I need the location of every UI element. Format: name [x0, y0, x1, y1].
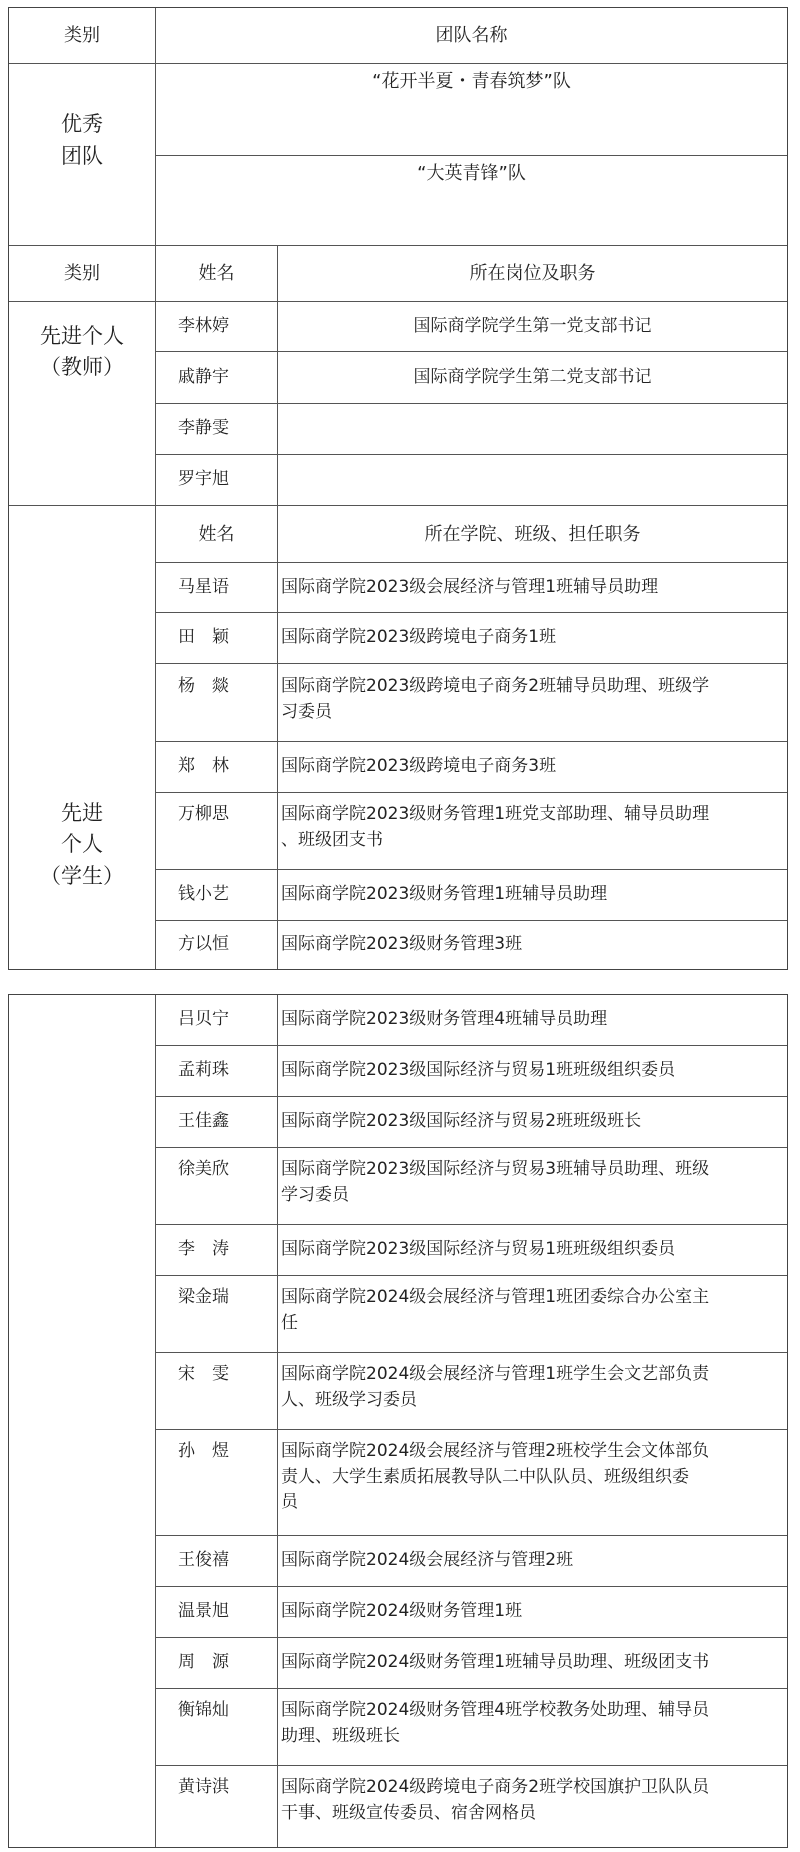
student-position: 国际商学院2023级会展经济与管理1班辅导员助理 — [281, 576, 659, 597]
team-category-header: 类别 — [64, 25, 100, 46]
teacher-position: 国际商学院学生第二党支部书记 — [413, 366, 652, 387]
team-name: “大英青锋”队 — [417, 163, 526, 184]
student-position: 国际商学院2023级财务管理1班党支部助理、辅导员助理 、班级团支书 — [281, 804, 710, 850]
teacher-category-header: 类别 — [64, 263, 100, 284]
student-name: 万柳思 — [178, 804, 229, 824]
student-position: 国际商学院2024级财务管理1班 — [281, 1601, 523, 1622]
row-divider — [155, 1688, 787, 1689]
student-name: 衡锦灿 — [178, 1700, 229, 1720]
student-name: 钱小艺 — [178, 884, 229, 905]
team-category: 优秀 团队 — [61, 112, 103, 168]
student-name: 王俊禧 — [178, 1550, 229, 1571]
teacher-name-header: 姓名 — [198, 263, 235, 284]
teacher-name: 罗宇旭 — [178, 469, 229, 490]
row-divider — [155, 663, 787, 664]
row-divider — [155, 1352, 787, 1353]
team-name-header: 团队名称 — [435, 25, 508, 46]
student-name: 孟莉珠 — [178, 1060, 229, 1081]
student-position: 国际商学院2023级国际经济与贸易3班辅导员助理、班级 学习委员 — [281, 1159, 710, 1205]
student-name: 杨 燚 — [178, 676, 229, 696]
student-category: 先进 个人 （学生） — [40, 800, 124, 888]
row-divider — [155, 1765, 787, 1766]
teacher-position-header: 所在岗位及职务 — [469, 263, 596, 284]
student-position-header: 所在学院、班级、担任职务 — [424, 523, 641, 545]
teacher-category: 先进个人 （教师） — [40, 323, 124, 379]
teacher-name: 李林婷 — [178, 315, 229, 336]
row-divider — [155, 792, 787, 793]
student-name: 周 源 — [178, 1652, 229, 1673]
student-name: 方以恒 — [178, 934, 229, 955]
student-position: 国际商学院2023级跨境电子商务2班辅导员助理、班级学 习委员 — [281, 676, 710, 722]
teacher-name: 戚静宇 — [178, 366, 229, 387]
teacher-name: 李静雯 — [178, 418, 229, 439]
student-position: 国际商学院2024级会展经济与管理2班校学生会文体部负 责人、大学生素质拓展教导队二中队队员、班级组织委 员 — [281, 1441, 710, 1512]
student-position: 国际商学院2024级会展经济与管理1班学生会文艺部负责 人、班级学习委员 — [281, 1364, 710, 1410]
student-position: 国际商学院2023级跨境电子商务1班 — [281, 627, 557, 648]
teacher-position — [278, 455, 787, 505]
teacher-position: 国际商学院学生第一党支部书记 — [413, 315, 652, 336]
row-divider — [155, 1429, 787, 1430]
student-position: 国际商学院2024级会展经济与管理2班 — [281, 1550, 574, 1571]
student-name: 宋 雯 — [178, 1364, 229, 1384]
student-name: 吕贝宁 — [178, 1009, 229, 1030]
student-position: 国际商学院2024级财务管理4班学校教务处助理、辅导员 助理、班级班长 — [281, 1700, 710, 1746]
student-name: 梁金瑞 — [178, 1287, 229, 1307]
student-position: 国际商学院2023级国际经济与贸易1班班级组织委员 — [281, 1060, 676, 1081]
student-name: 徐美欣 — [178, 1159, 229, 1179]
row-divider — [155, 1275, 787, 1276]
student-position: 国际商学院2023级跨境电子商务3班 — [281, 756, 557, 777]
row-divider — [155, 1147, 787, 1148]
student-name: 田 颖 — [178, 627, 229, 648]
student-position: 国际商学院2024级财务管理1班辅导员助理、班级团支书 — [281, 1652, 710, 1673]
team-name: “花开半夏・青春筑梦”队 — [372, 71, 571, 92]
student-name: 黄诗淇 — [178, 1777, 229, 1797]
student-position: 国际商学院2023级财务管理4班辅导员助理 — [281, 1009, 608, 1030]
student-name: 孙 煜 — [178, 1441, 229, 1461]
student-name: 温景旭 — [178, 1601, 229, 1622]
student-position: 国际商学院2024级跨境电子商务2班学校国旗护卫队队员 干事、班级宣传委员、宿舍网格员 — [281, 1777, 710, 1823]
student-position: 国际商学院2023级国际经济与贸易2班班级班长 — [281, 1111, 642, 1132]
teacher-position — [278, 404, 787, 454]
student-name-header: 姓名 — [198, 523, 235, 545]
student-position: 国际商学院2024级会展经济与管理1班团委综合办公室主 任 — [281, 1287, 710, 1333]
row-divider — [155, 155, 787, 156]
student-position: 国际商学院2023级财务管理1班辅导员助理 — [281, 884, 608, 905]
student-position: 国际商学院2023级财务管理3班 — [281, 934, 523, 955]
student-name: 郑 林 — [178, 756, 229, 777]
student-name: 王佳鑫 — [178, 1111, 229, 1132]
student-position: 国际商学院2023级国际经济与贸易1班班级组织委员 — [281, 1239, 676, 1260]
student-name: 马星语 — [178, 576, 229, 597]
student-name: 李 涛 — [178, 1239, 229, 1260]
